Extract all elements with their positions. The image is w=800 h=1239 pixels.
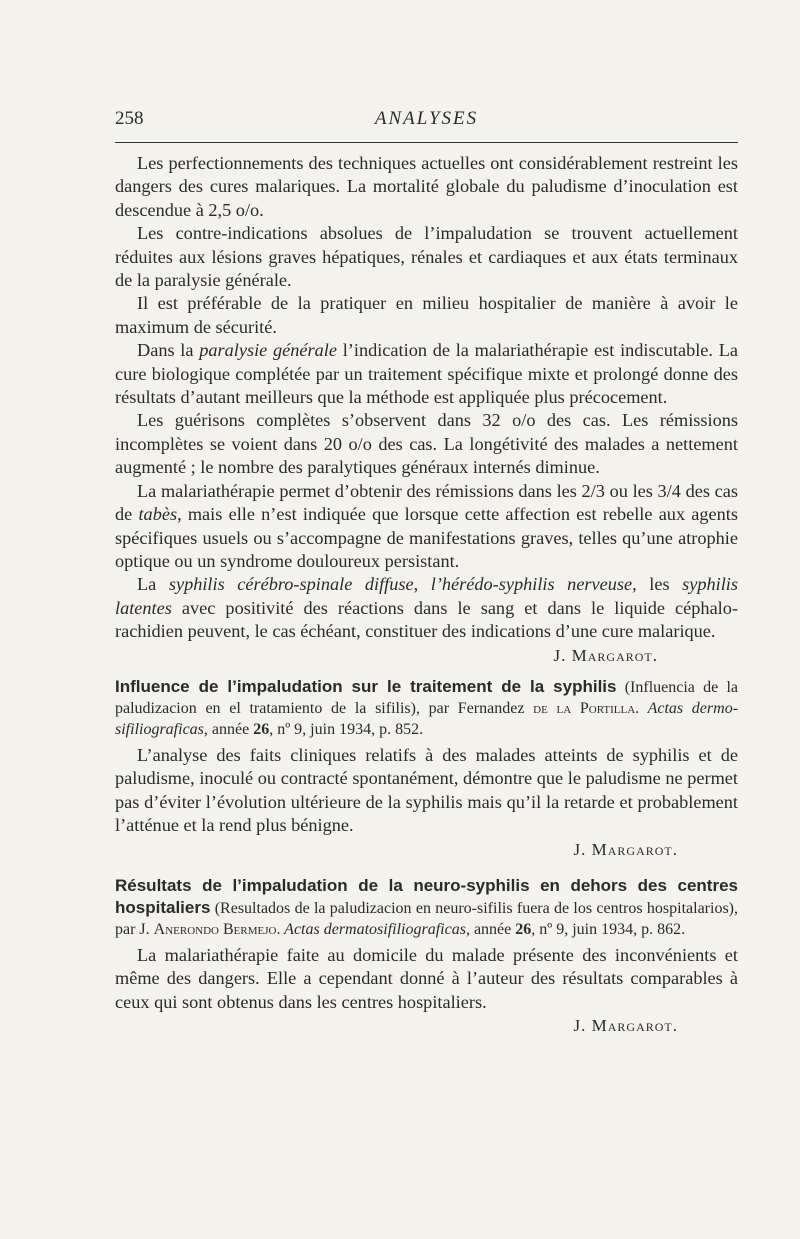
author: de la Portilla. (533, 699, 640, 717)
signature: J. Margarot. (553, 645, 658, 665)
paragraph: Les guérisons complètes s’observent dans 32 o/o des cas. Les rémissions incomplètes se voient dans 20 o/o des cas. La longétivité des malades a nettement augmenté ; le nombre des paralytiques généraux internés diminue. (115, 410, 738, 478)
italic-term: paralysie générale (199, 340, 337, 361)
paragraph (115, 480, 738, 574)
text: Dans la (137, 340, 200, 361)
article-title: Influence de l’impaludation sur le traitement de la syphilis (115, 676, 617, 696)
paragraph: Il est préférable de la pratiquer en milieu hospitalier de manière à avoir le maximum de sécurité. (115, 293, 738, 337)
signature: J. Margarot. (573, 1016, 678, 1036)
text: , année (465, 920, 516, 938)
italic-term: syphilis cérébro-spinale diffuse (168, 574, 414, 595)
text: , nº 9, juin 1934, p. 862. (531, 920, 686, 938)
running-title: ANALYSES (374, 108, 479, 129)
article-reference (115, 676, 738, 740)
author: Anerondo Bermejo. (153, 920, 281, 938)
text: , nº 9, juin 1934, p. 852. (269, 720, 424, 738)
paragraph (115, 573, 738, 643)
text: , (413, 574, 431, 595)
italic-term: tabès (138, 504, 178, 525)
paragraph: Les perfectionnements des techniques actuelles ont considérablement restreint les dangers des cures malariques. La mortalité globale du paludisme d’inoculation est descendue à 2,5 o/o. (115, 153, 738, 220)
journal-title: Actas dermatosifiliograficas (280, 920, 466, 938)
italic-term: syphilis latentes (115, 574, 739, 618)
paragraph (115, 339, 738, 409)
article-reference (115, 875, 738, 940)
text: , les (632, 574, 683, 595)
italic-term: l’hérédo-syphilis nerveuse (430, 574, 633, 595)
text: (Influencia de la paludizacion en el tratamiento de la sifilis), par Fernandez (115, 678, 739, 717)
text: La malariathérapie permet d’obtenir des rémissions dans les 2/3 ou les 3/4 des cas de (115, 480, 738, 525)
journal-title: Actas dermo-sifiliograficas (115, 699, 739, 738)
signature: J. Margarot. (573, 839, 678, 859)
text: avec positivité des réactions dans le sang et dans le liquide céphalo-rachidien peuvent, le cas échéant, constituer des indications d’une cure malarique. (115, 597, 738, 642)
page-header (115, 108, 738, 134)
volume: 26 (515, 920, 532, 938)
page-body (115, 152, 738, 1038)
text: , année (203, 720, 254, 738)
paragraph: La malariathérapie faite au domicile du malade présente des inconvénients et même des dangers. Elle a cependant donné à l’auteur des résultats comparables à ceux qui sont obtenus dans les centres hospitaliers. (115, 944, 738, 1012)
header-rule (115, 142, 738, 143)
text: , mais elle n’est indiquée que lorsque cette affection est rebelle aux agents spécifiques usuels ou s’accompagne de manifestations graves, telles qu’une atrophie optique ou un syndrome douloureux persistant. (115, 504, 738, 571)
text: La (137, 574, 169, 595)
text: (Resultados de la paludizacion en neuro-sifilis fuera de los centros hospitalarios), par J. (115, 899, 738, 938)
paragraph: L’analyse des faits cliniques relatifs à des malades atteints de syphilis et de paludisme, inoculé ou contracté spontanément, démontre que le paludisme ne permet pas d’éviter l’évolution ultérieure de la syphilis mais qu’il la retarde et probablement l’atténue et la rend plus bénigne. (115, 744, 738, 836)
volume: 26 (253, 720, 270, 738)
text: l’indication de la malariathérapie est indiscutable. La cure biologique complétée par un traitement spécifique mixte et prolongé donne des résultats d’autant meilleurs que la méthode est appliquée plus précocement. (115, 340, 738, 408)
article-title: Résultats de l’impaludation de la neuro-syphilis en dehors des centres hospitaliers (115, 875, 738, 917)
paragraph: Les contre-indications absolues de l’impaludation se trouvent actuellement réduites aux lésions graves hépatiques, rénales et cardiaques et aux états terminaux de la paralysie générale. (115, 223, 738, 291)
page-number: 258 (115, 108, 144, 129)
